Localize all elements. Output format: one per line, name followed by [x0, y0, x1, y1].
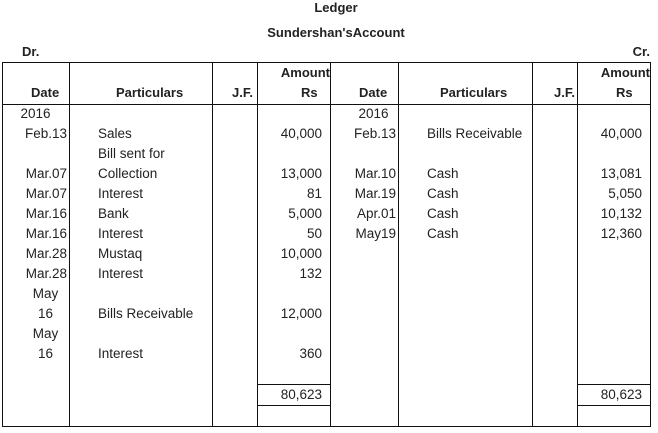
debit-amount: 50: [306, 226, 322, 241]
debit-jf-header: J.F.: [232, 85, 253, 100]
debit-amount-unit: Rs: [301, 85, 318, 100]
debit-particulars: Interest: [98, 186, 144, 201]
debit-date-header: Date: [31, 85, 60, 100]
credit-particulars: Cash: [427, 206, 459, 221]
credit-particulars: Cash: [427, 166, 459, 181]
debit-date: Mar.07: [25, 166, 67, 181]
debit-date: Mar.16: [25, 226, 67, 241]
col-divider: [69, 62, 70, 427]
credit-particulars: Bills Receivable: [427, 126, 523, 141]
ledger-title: Ledger: [314, 0, 358, 15]
debit-date: May: [32, 286, 59, 301]
credit-amount: 10,132: [600, 206, 642, 221]
debit-date: Mar.28: [25, 266, 67, 281]
debit-particulars: Bills Receivable: [98, 306, 194, 321]
credit-particulars-header: Particulars: [440, 85, 508, 100]
dr-label: Dr.: [22, 44, 40, 59]
debit-particulars-header: Particulars: [116, 85, 184, 100]
header-separator: [2, 104, 651, 105]
col-divider: [212, 62, 213, 427]
debit-date: 2016: [20, 106, 51, 121]
debit-date: May: [32, 326, 59, 341]
debit-date: Mar.16: [25, 206, 67, 221]
col-divider: [532, 62, 533, 427]
credit-date-header: Date: [359, 85, 388, 100]
table-top-border: [2, 62, 651, 63]
credit-particulars: Cash: [427, 186, 459, 201]
credit-date: 2016: [358, 106, 389, 121]
debit-amount: 132: [299, 266, 322, 281]
debit-total: 80,623: [280, 387, 322, 402]
debit-particulars: Mustaq: [98, 246, 143, 261]
credit-date: Mar.10: [354, 166, 396, 181]
debit-amount: 10,000: [280, 246, 322, 261]
debit-particulars: Interest: [98, 266, 144, 281]
debit-particulars: Bill sent for: [98, 146, 165, 161]
debit-amount: 360: [299, 346, 322, 361]
credit-particulars: Cash: [427, 226, 459, 241]
credit-date: Feb.13: [353, 126, 396, 141]
debit-date: 16: [37, 306, 54, 321]
credit-jf-header: J.F.: [554, 85, 575, 100]
debit-amount: 5,000: [288, 206, 322, 221]
debit-particulars: Collection: [98, 166, 158, 181]
credit-total: 80,623: [600, 387, 642, 402]
debit-date: Mar.28: [25, 246, 67, 261]
credit-amount: 13,081: [600, 166, 642, 181]
debit-amount: 40,000: [280, 126, 322, 141]
credit-amount: 5,050: [608, 186, 642, 201]
cr-label: Cr.: [632, 44, 650, 59]
col-divider: [577, 62, 578, 427]
table-bottom-border: [2, 426, 651, 427]
credit-amount-header: Amount: [600, 65, 650, 80]
debit-amount-header: Amount: [280, 65, 330, 80]
col-divider: [650, 62, 651, 427]
debit-particulars: Bank: [98, 206, 129, 221]
debit-particulars: Sales: [98, 126, 132, 141]
debit-amount: 12,000: [280, 306, 322, 321]
credit-date: May19: [355, 226, 396, 241]
debit-date: Mar.07: [25, 186, 67, 201]
debit-total-bottom-line: [257, 405, 331, 406]
debit-amount: 13,000: [280, 166, 322, 181]
debit-particulars: Interest: [98, 346, 144, 361]
credit-amount: 40,000: [600, 126, 642, 141]
credit-total-bottom-line: [577, 405, 651, 406]
debit-particulars: Interest: [98, 226, 144, 241]
credit-amount-unit: Rs: [616, 85, 633, 100]
debit-date: Feb.13: [24, 126, 67, 141]
account-title: Sundershan'sAccount: [267, 25, 405, 40]
debit-date: 16: [37, 346, 54, 361]
credit-date: Mar.19: [354, 186, 396, 201]
credit-amount: 12,360: [600, 226, 642, 241]
debit-amount: 81: [306, 186, 322, 201]
credit-date: Apr.01: [356, 206, 396, 221]
